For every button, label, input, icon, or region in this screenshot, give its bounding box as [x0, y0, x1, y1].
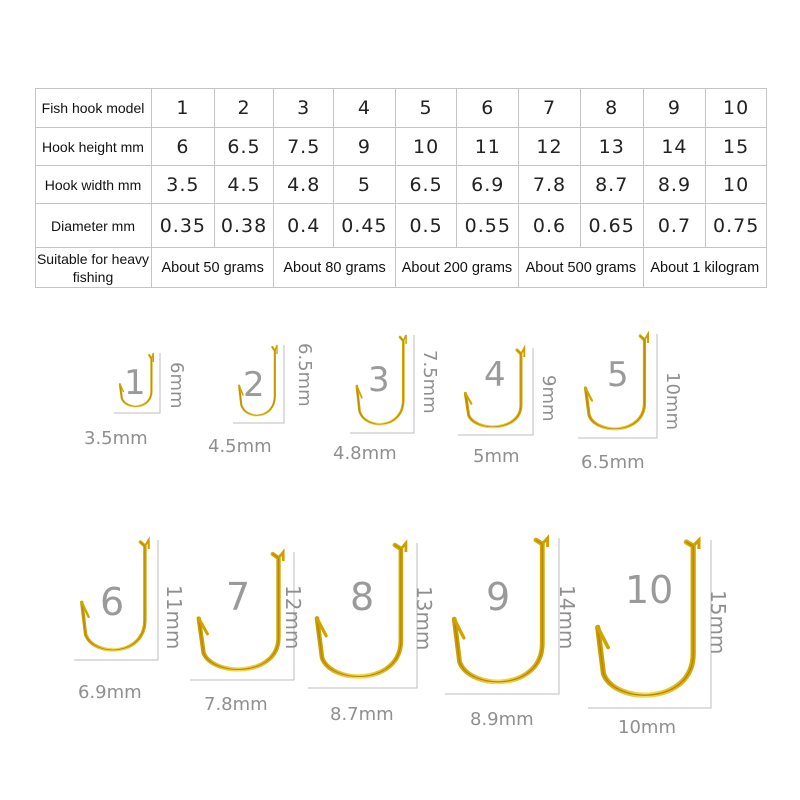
hook-outline	[598, 542, 693, 695]
table-cell: 7.8	[519, 166, 581, 204]
table-cell: 12	[519, 128, 581, 166]
hook-height-label: 14mm	[555, 585, 579, 650]
table-cell: 0.75	[706, 204, 767, 248]
hook-width-label: 4.5mm	[208, 436, 272, 457]
hook-model-number: 4	[484, 355, 506, 395]
table-cell: 0.6	[519, 204, 581, 248]
table-cell: 0.65	[581, 204, 644, 248]
hook-model-number: 9	[486, 575, 511, 619]
hook-width-label: 8.7mm	[330, 704, 394, 725]
table-cell: 8.7	[581, 166, 644, 204]
table-cell: 3.5	[152, 166, 215, 204]
table-cell: 0.38	[215, 204, 275, 248]
table-cell: 0.5	[396, 204, 458, 248]
row-header: Suitable for heavy fishing	[35, 248, 152, 288]
table-cell: 0.7	[644, 204, 707, 248]
row-header: Diameter mm	[35, 204, 152, 248]
table-cell: 5	[334, 166, 396, 204]
table-cell: 6.5	[215, 128, 275, 166]
table-cell: 13	[581, 128, 644, 166]
hook-width-label: 4.8mm	[333, 443, 397, 464]
hook-width-label: 3.5mm	[84, 428, 148, 449]
table-cell: 4.5	[215, 166, 275, 204]
row-header: Hook height mm	[35, 128, 152, 166]
hook-model-number: 7	[226, 575, 251, 619]
hook-width-label: 6.5mm	[581, 452, 645, 473]
table-cell: 6.9	[457, 166, 519, 204]
table-cell: 6.5	[396, 166, 458, 204]
weight-cell: About 200 grams	[396, 248, 519, 288]
hook-model-number: 10	[625, 568, 674, 612]
table-cell: 4	[334, 88, 396, 128]
hook-width-label: 10mm	[618, 717, 676, 738]
table-cell: 15	[706, 128, 767, 166]
weight-cell: About 80 grams	[274, 248, 395, 288]
table-cell: 8	[581, 88, 644, 128]
weight-cell: About 1 kilogram	[644, 248, 767, 288]
hook-width-label: 5mm	[473, 446, 520, 467]
table-cell: 4.8	[274, 166, 334, 204]
hook-model-number: 1	[124, 363, 146, 403]
hook-width-label: 8.9mm	[470, 709, 534, 730]
row-header: Hook width mm	[35, 166, 152, 204]
hook-height-label: 6.5mm	[294, 343, 315, 407]
table-cell: 6	[457, 88, 519, 128]
table-cell: 3	[274, 88, 334, 128]
table-cell: 5	[396, 88, 458, 128]
table-cell: 8.9	[644, 166, 707, 204]
table-cell: 6	[152, 128, 215, 166]
table-cell: 0.4	[274, 204, 334, 248]
hook-height-label: 11mm	[162, 585, 186, 650]
hook-height-label: 13mm	[412, 586, 436, 651]
table-cell: 9	[644, 88, 707, 128]
hook-height-label: 6mm	[166, 362, 187, 409]
weight-cell: About 50 grams	[152, 248, 274, 288]
hook-height-label: 9mm	[538, 375, 559, 422]
table-cell: 0.55	[457, 204, 519, 248]
row-header: Fish hook model	[35, 88, 152, 128]
table-cell: 2	[215, 88, 275, 128]
weight-cell: About 500 grams	[519, 248, 643, 288]
hook-model-number: 6	[100, 580, 125, 624]
table-cell: 9	[334, 128, 396, 166]
table-cell: 14	[644, 128, 707, 166]
table-cell: 0.45	[334, 204, 396, 248]
table-cell: 0.35	[152, 204, 215, 248]
table-cell: 1	[152, 88, 215, 128]
hook-width-label: 7.8mm	[204, 694, 268, 715]
table-cell: 10	[706, 88, 767, 128]
table-cell: 10	[706, 166, 767, 204]
hook-model-number: 2	[243, 365, 265, 405]
table-cell: 7	[519, 88, 581, 128]
hook-model-number: 5	[607, 355, 629, 395]
table-cell: 7.5	[274, 128, 334, 166]
hook-height-label: 7.5mm	[419, 350, 440, 414]
hook-model-number: 3	[368, 360, 390, 400]
hook-width-label: 6.9mm	[78, 682, 142, 703]
table-cell: 11	[457, 128, 519, 166]
fish-hook-icon	[598, 542, 693, 695]
hook-height-label: 15mm	[706, 590, 730, 655]
hook-model-number: 8	[350, 575, 375, 619]
hook-height-label: 12mm	[281, 585, 305, 650]
table-cell: 10	[396, 128, 458, 166]
hook-height-label: 10mm	[662, 372, 683, 430]
